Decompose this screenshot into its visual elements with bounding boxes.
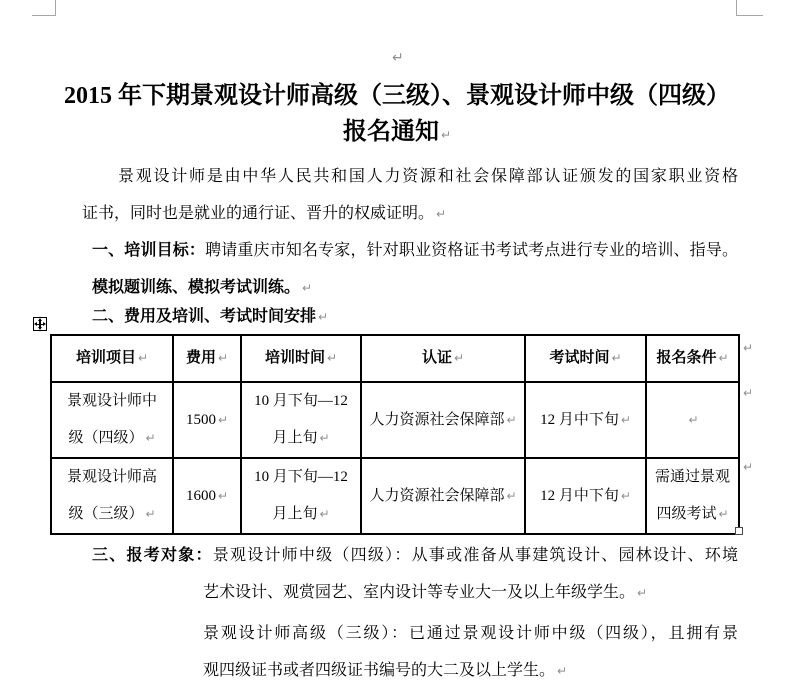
cell-mark: ↵ [319, 507, 330, 521]
row-end-mark: ↵ [743, 341, 754, 355]
title-line-1: 2015 年下期景观设计师高级（三级）、景观设计师中级（四级） [64, 83, 730, 109]
cell-mark: ↵ [453, 351, 465, 365]
document-title [55, 78, 739, 153]
paragraph-mark: ↵ [436, 207, 447, 221]
cell-fee: 1500 ↵ [173, 382, 241, 458]
paragraph-mark: ↵ [392, 50, 404, 66]
row-end-mark: ↵ [743, 460, 754, 474]
col-header-exam-time: 考试时间 ↵ [525, 335, 646, 382]
cell-mark: ↵ [718, 351, 729, 365]
cell-mark: ↵ [145, 507, 156, 521]
move-arrow-up-icon [38, 318, 42, 321]
cell-requirement-empty [646, 382, 739, 458]
table-row-advanced [51, 458, 739, 534]
cell-training-time: 10 月下旬—12 月上旬 ↵ [241, 382, 361, 458]
section-1-training-goal [92, 232, 738, 307]
col-header-requirement: 报名条件 ↵ [646, 335, 739, 382]
paragraph-mark: ↵ [440, 128, 452, 142]
cell-mark: ↵ [217, 412, 229, 427]
cell-certification: 人力资源社会保障部 ↵ [361, 382, 525, 458]
cell-requirement: 需通过景观四级考试 ↵ [646, 458, 739, 534]
cell-mark: ↵ [326, 351, 338, 365]
move-arrow-left-icon [34, 322, 37, 326]
cell-mark: ↵ [611, 351, 622, 365]
cell-project: 景观设计师高级（三级） ↵ [51, 458, 173, 534]
intro-line-2: 证书，同时也是就业的通行证、晋升的权威证明。 ↵ [82, 205, 447, 222]
paragraph-mark: ↵ [637, 586, 648, 600]
section-2-heading: 二、费用及培训、考试时间安排 ↵ [92, 308, 329, 325]
col-header-project: 培训项目 ↵ [51, 335, 173, 382]
cell-training-time: 10 月下旬—12 月上旬 ↵ [241, 458, 361, 534]
cell-project: 景观设计师中级（四级） ↵ [51, 382, 173, 458]
cell-mark: ↵ [506, 488, 517, 503]
advanced-line-1: 景观设计师高级（三级）：已通过景观设计师中级（四级），且拥有景 [203, 625, 738, 642]
section-3-line-2: 艺术设计、观赏园艺、室内设计等专业大一及以上年级学生。 ↵ [203, 584, 648, 601]
advanced-line-2: 观四级证书或者四级证书编号的大二及以上学生。 ↵ [203, 662, 568, 679]
col-header-training-time: 培训时间 ↵ [241, 335, 361, 382]
table-row-intermediate [51, 382, 739, 458]
section-3-advanced-paragraph [203, 615, 738, 688]
cell-mark: ↵ [145, 431, 156, 445]
cell-mark: ↵ [688, 412, 699, 427]
cell-fee: 1600 ↵ [173, 458, 241, 534]
margin-crop-mark-top-right [736, 15, 763, 16]
section-3-line-1: 三、报考对象：景观设计师中级（四级）：从事或准备从事建筑设计、园林设计、环境 [92, 547, 738, 564]
cell-exam-time: 12 月中下旬 ↵ [525, 382, 646, 458]
section-1-label: 一、培训目标： [92, 242, 206, 259]
section-3-applicants [92, 537, 738, 612]
table-resize-handle[interactable] [735, 527, 743, 535]
col-header-certification: 认证 ↵ [361, 335, 525, 382]
section-1-line-1: 一、培训目标：聘请重庆市知名专家，针对职业资格证书考试考点进行专业的培训、指导。 [92, 242, 738, 259]
intro-paragraph [82, 158, 738, 233]
fee-schedule-table [50, 334, 740, 535]
intro-line-1: 景观设计师是由中华人民共和国人力资源和社会保障部认证颁发的国家职业资格 [118, 168, 738, 185]
row-end-mark: ↵ [743, 386, 754, 400]
section-3-label: 三、报考对象： [92, 547, 213, 564]
paragraph-mark: ↵ [318, 310, 329, 324]
cell-mark: ↵ [506, 412, 517, 427]
table-header-row [51, 335, 739, 382]
cell-mark: ↵ [620, 488, 631, 503]
col-header-fee: 费用 ↵ [173, 335, 241, 382]
paragraph-mark: ↵ [557, 664, 568, 678]
paragraph-mark: ↵ [302, 281, 313, 295]
cell-certification: 人力资源社会保障部 ↵ [361, 458, 525, 534]
move-arrow-down-icon [38, 327, 42, 330]
margin-crop-mark-top-left [32, 15, 56, 16]
margin-crop-mark-top-left [55, 0, 56, 16]
title-line-2: 报名通知 ↵ [342, 119, 452, 145]
section-1-line-2: 模拟题训练、模拟考试训练。 ↵ [92, 279, 313, 296]
cell-mark: ↵ [137, 351, 149, 365]
cell-mark: ↵ [217, 488, 229, 503]
cell-mark: ↵ [319, 431, 330, 445]
move-arrow-right-icon [43, 322, 46, 326]
cell-mark: ↵ [217, 351, 229, 365]
cell-mark: ↵ [620, 412, 631, 427]
table-move-handle-icon[interactable] [33, 317, 47, 331]
cell-exam-time: 12 月中下旬 ↵ [525, 458, 646, 534]
margin-crop-mark-top-right [736, 0, 737, 16]
cell-mark: ↵ [718, 507, 729, 521]
